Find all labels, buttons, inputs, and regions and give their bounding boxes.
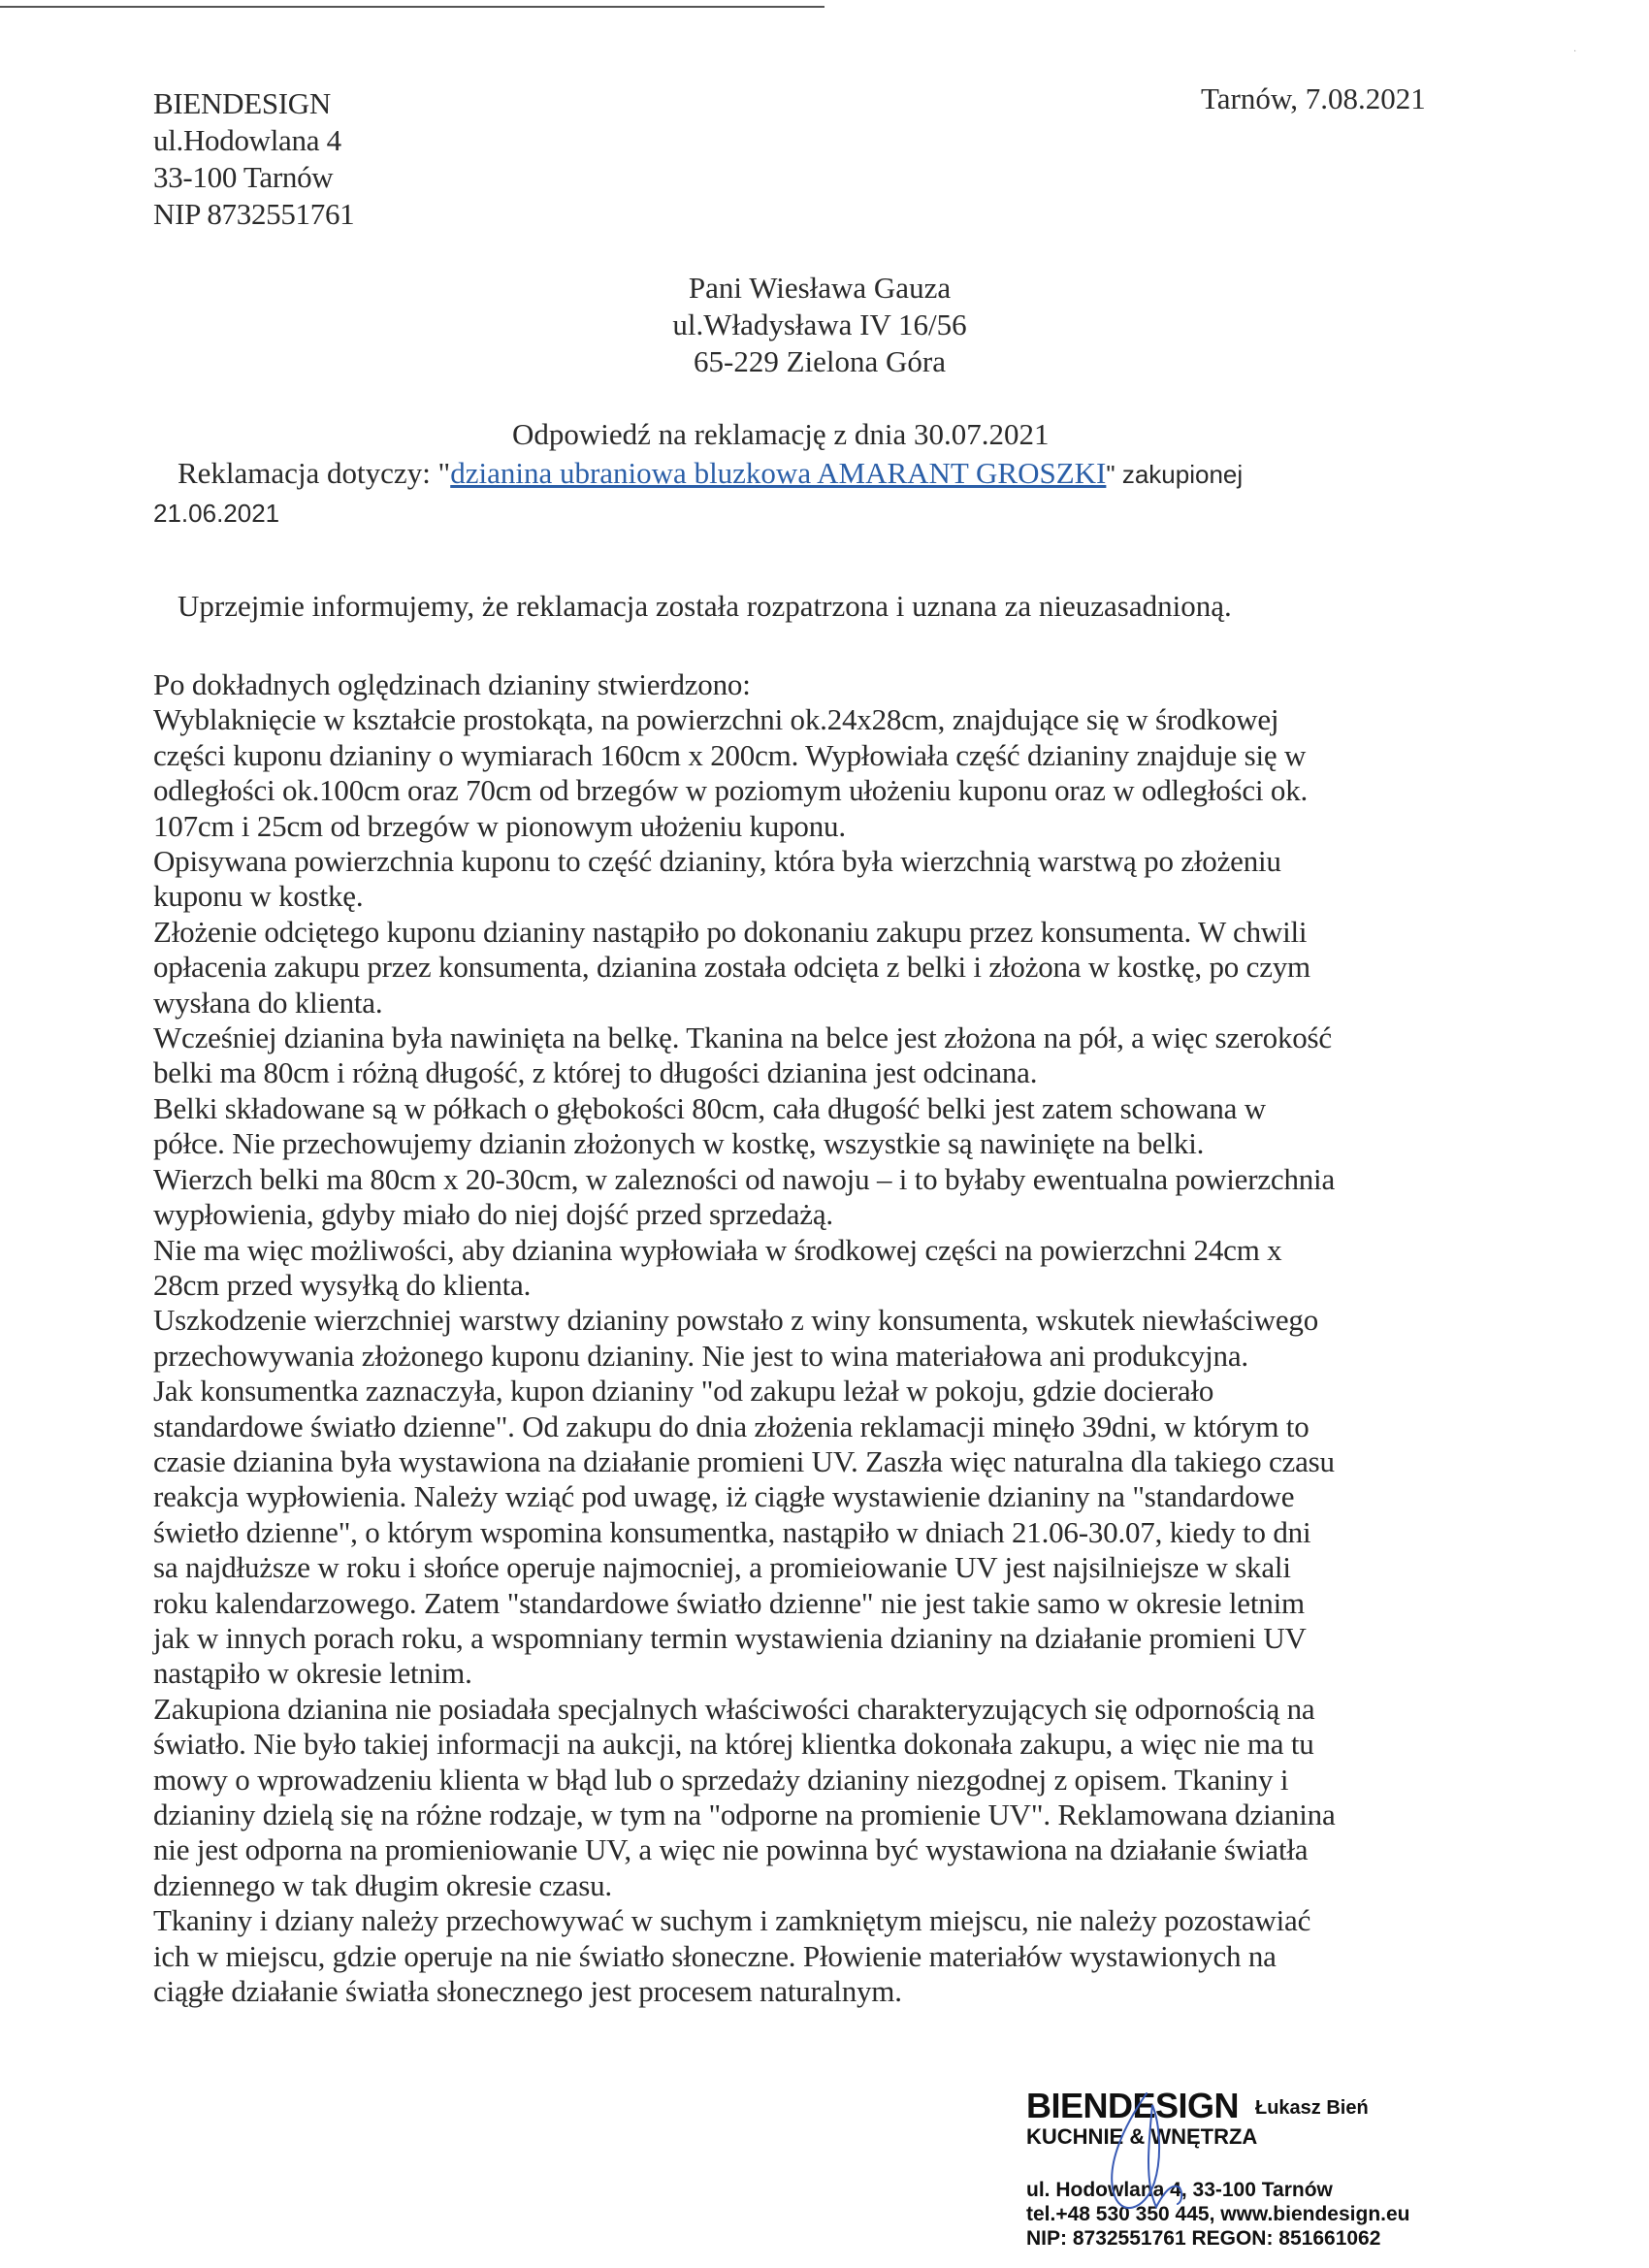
body-line: części kuponu dzianiny o wymiarach 160cm x 200cm. Wypłowiała część dzianiny znajduje się w [153, 737, 1307, 772]
scan-top-border-line [0, 6, 824, 8]
product-link[interactable]: dzianina ubraniowa bluzkowa AMARANT GROSZKI [450, 456, 1107, 490]
letter-subject: Odpowiedź na reklamację z dnia 30.07.2021 [512, 417, 1050, 451]
regarding-prefix: Reklamacja dotyczy: " [178, 456, 451, 490]
body-line: Nie ma więc możliwości, aby dzianina wypłowiała w środkowej części na powierzchni 24cm x [153, 1232, 1282, 1267]
body-line: opłacenia zakupu przez konsumenta, dzianina została odcięta z belki i złożona w kostkę, po czym [153, 950, 1310, 985]
decision-statement: Uprzejmie informujemy, że reklamacja została rozpatrzona i uznana za nieuzasadnioną. [178, 589, 1232, 623]
body-line: światło. Nie było takiej informacji na aukcji, na której klientka dokonała zakupu, a więc nie ma tu [153, 1727, 1314, 1762]
stamp-phone: tel.+48 530 350 445, [1026, 2203, 1221, 2225]
sender-street: ul.Hodowlana 4 [153, 123, 341, 157]
regarding-suffix: zakupionej [1115, 460, 1244, 489]
body-line: Wyblaknięcie w kształcie prostokąta, na powierzchni ok.24x28cm, znajdujące się w środkowej [153, 702, 1279, 737]
body-line: Wcześniej dzianina była nawinięta na belkę. Tkanina na belce jest złożona na pół, a więc szerokość [153, 1021, 1332, 1055]
body-line: Uszkodzenie wierzchniej warstwy dzianiny powstało z winy konsumenta, wskutek niewłaściwego [153, 1303, 1319, 1338]
body-line: przechowywania złożonego kuponu dzianiny. Nie jest to wina materiałowa ani produkcyjna. [153, 1338, 1248, 1373]
body-line: sa najdłuższe w roku i słońce operuje najmocniej, a promieiowanie UV jest najsilniejsze w skali [153, 1550, 1291, 1585]
body-line: Tkaniny i dziany należy przechowywać w suchym i zamkniętym miejscu, nie należy pozostawiać [153, 1903, 1311, 1938]
body-line: świetło dzienne", o którym wspomina konsumentka, nastąpiło w dniach 21.06-30.07, kiedy to dni [153, 1514, 1311, 1549]
complaint-regarding-line [178, 456, 1243, 491]
body-line: standardowe światło dzienne". Od zakupu do dnia złożenia reklamacji minęło 39dni, w którym to [153, 1409, 1310, 1443]
body-line: Opisywana powierzchnia kuponu to część dzianiny, która była wierzchnią warstwą po złożeniu [153, 844, 1281, 879]
stamp-ids: NIP: 8732551761 REGON: 851661062 [1026, 2227, 1381, 2250]
recipient-address-block [0, 270, 1649, 380]
body-line: ich w miejscu, gdzie operuje na nie światło słoneczne. Płowienie materiałów wystawionych na [153, 1938, 1277, 1973]
body-line: kuponu w kostkę. [153, 879, 364, 914]
body-line: półce. Nie przechowujemy dzianin złożonych w kostkę, wszystkie są nawinięte na belki. [153, 1126, 1205, 1161]
stamp-tagline: KUCHNIE & WNĘTRZA [1026, 2124, 1258, 2149]
body-line: 28cm przed wysyłką do klienta. [153, 1267, 532, 1302]
stamp-brand: BIENDESIGN [1026, 2086, 1240, 2125]
sender-city: 33-100 Tarnów [153, 160, 334, 194]
body-line: dziennego w tak długim okresie czasu. [153, 1867, 612, 1902]
body-line: reakcja wypłowienia. Należy wziąć pod uwagę, iż ciągłe wystawienie dzianiny na "standardowe [153, 1479, 1295, 1514]
sender-nip: NIP 8732551761 [153, 197, 355, 231]
body-line: wysłana do klienta. [153, 985, 383, 1020]
stamp-website: www.biendesign.eu [1220, 2203, 1410, 2225]
body-line: Zakupiona dzianina nie posiadała specjalnych właściwości charakteryzujących się odpornością na [153, 1691, 1315, 1726]
body-line: dzianiny dzielą się na różne rodzaje, w tym na "odporne na promienie UV". Reklamowana dzianina [153, 1798, 1336, 1831]
body-line: jak w innych porach roku, a wspomniany termin wystawienia dzianiny na działanie promieni UV [153, 1620, 1307, 1655]
body-line: Po dokładnych oględzinach dzianiny stwierdzono: [153, 667, 751, 701]
body-line: Jak konsumentka zaznaczyła, kupon dzianiny "od zakupu leżał w pokoju, gdzie docierało [153, 1374, 1214, 1409]
sender-name: BIENDESIGN [153, 86, 331, 120]
body-line: Złożenie odciętego kuponu dzianiny nastąpiło po dokonaniu zakupu przez konsumenta. W chwili [153, 914, 1308, 949]
body-line: nastąpiło w okresie letnim. [153, 1656, 472, 1691]
handwritten-signature [1086, 2086, 1222, 2231]
body-line: czasie dzianina była wystawiona na działanie promieni UV. Zaszła więc naturalna dla takiego czasu [153, 1443, 1335, 1478]
scan-artifact-mark: · [1573, 47, 1577, 57]
body-line: roku kalendarzowego. Zatem "standardowe światło dzienne" nie jest takie samo w okresie letnim [153, 1585, 1305, 1620]
stamp-address: ul. Hodowlana 4, 33-100 Tarnów [1026, 2179, 1333, 2201]
signature-stroke [1112, 2093, 1181, 2208]
purchase-date: 21.06.2021 [153, 499, 280, 528]
body-line: odległości ok.100cm oraz 70cm od brzegów w poziomym ułożeniu kuponu oraz w odległości ok. [153, 773, 1309, 808]
body-line: Belki składowane są w półkach o głębokości 80cm, cała długość belki jest zatem schowana w [153, 1090, 1266, 1125]
body-line: ciągłe działanie światła słonecznego jest procesem naturalnym. [153, 1974, 902, 2009]
body-line: wypłowienia, gdyby miało do niej dojść przed sprzedażą. [153, 1197, 833, 1232]
regarding-closing-quote: " [1106, 460, 1116, 489]
body-line: 107cm i 25cm od brzegów w pionowym ułożeniu kuponu. [153, 808, 846, 843]
recipient-city: 65-229 Zielona Góra [694, 344, 946, 378]
recipient-name: Pani Wiesława Gauza [688, 271, 952, 305]
letter-body [153, 667, 1443, 2009]
body-line: belki ma 80cm i różną długość, z której to długości dzianina jest odcinana. [153, 1055, 1038, 1090]
body-line: Wierzch belki ma 80cm x 20-30cm, w zalezności od nawoju – i to byłaby ewentualna powierzchnia [153, 1161, 1336, 1196]
stamp-owner: Łukasz Bień [1255, 2097, 1369, 2119]
letter-date: Tarnów, 7.08.2021 [1201, 81, 1426, 115]
body-line: mowy o wprowadzeniu klienta w błąd lub o sprzedaży dzianiny niezgodnej z opisem. Tkaniny i [153, 1762, 1289, 1797]
sender-address-block [153, 85, 354, 233]
body-line: nie jest odporna na promieniowanie UV, a więc nie powinna być wystawiona na działanie światła [153, 1832, 1309, 1867]
recipient-street: ul.Władysława IV 16/56 [672, 308, 967, 341]
